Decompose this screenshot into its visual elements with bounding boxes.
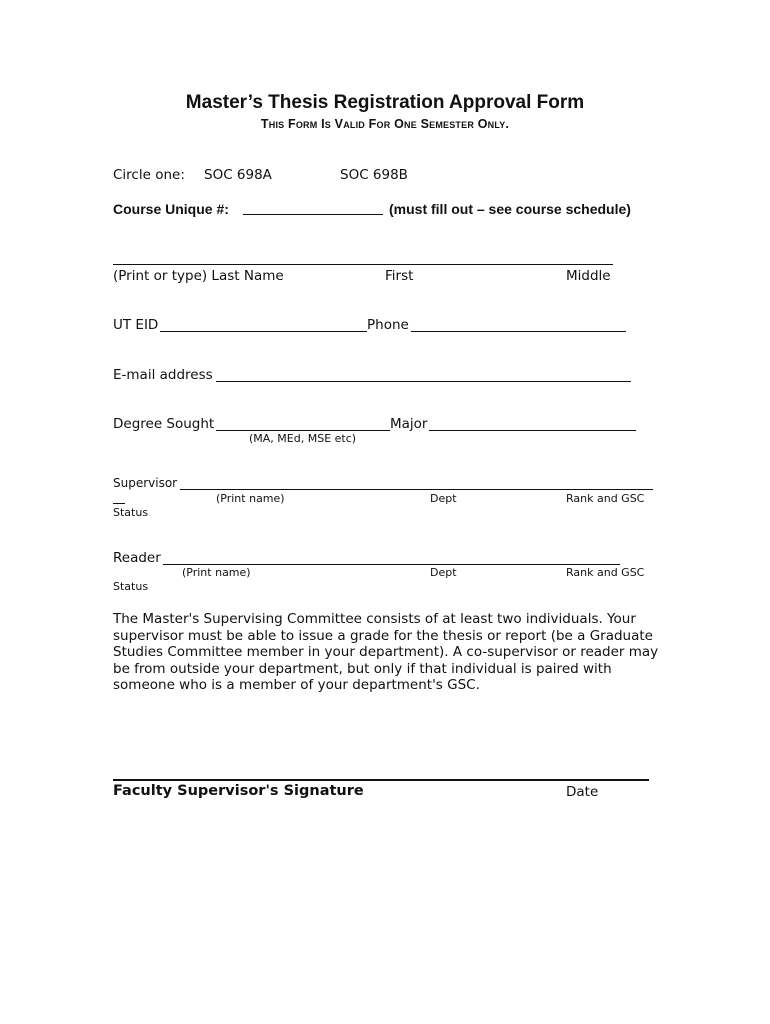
signature-field[interactable] (113, 779, 649, 781)
supervisor-field-wrap (113, 503, 125, 504)
degree-sought-label: Degree Sought (113, 416, 215, 432)
ut-eid-label: UT EID (113, 317, 159, 333)
form-subtitle: This Form Is Valid For One Semester Only. (260, 117, 510, 131)
course-unique-label: Course Unique #: (113, 201, 229, 217)
supervisor-rank-label: Rank and GSC (566, 492, 645, 505)
reader-print-name-label: (Print name) (182, 566, 251, 579)
reader-rank-label: Rank and GSC (566, 566, 645, 579)
middle-name-label: Middle (566, 268, 611, 284)
major-field[interactable] (429, 430, 636, 431)
option-soc-698a[interactable]: SOC 698A (204, 167, 272, 183)
supervisor-status-label: Status (113, 506, 149, 519)
supervisor-print-name-label: (Print name) (216, 492, 285, 505)
ut-eid-field[interactable] (160, 331, 367, 332)
reader-field[interactable] (163, 564, 620, 565)
email-field[interactable] (216, 381, 631, 382)
reader-status-label: Status (113, 580, 149, 593)
committee-paragraph: The Master's Supervising Committee consists of at least two individuals. Your supervisor must be able to issue a grade for the thesis or report (be a Graduate Studies Committee member in your department). A co-supervisor or reader may be from outside your department, but only if that individual is paired with someone who is a member of your department's GSC. (113, 611, 659, 693)
reader-label: Reader (113, 550, 161, 566)
supervisor-dept-label: Dept (430, 492, 457, 505)
form-title: Master’s Thesis Registration Approval Form (185, 92, 585, 113)
first-name-label: First (385, 268, 414, 284)
signature-label: Faculty Supervisor's Signature (113, 783, 364, 799)
supervisor-label: Supervisor (113, 476, 178, 490)
supervisor-field[interactable] (180, 489, 653, 490)
circle-one-label: Circle one: (113, 167, 185, 183)
phone-field[interactable] (411, 331, 626, 332)
course-unique-note: (must fill out – see course schedule) (389, 201, 631, 217)
name-field[interactable] (113, 264, 613, 265)
course-unique-field[interactable] (243, 214, 383, 215)
email-label: E-mail address (113, 367, 213, 383)
phone-label: Phone (367, 317, 409, 333)
date-label: Date (566, 784, 599, 800)
degree-sought-field[interactable] (216, 430, 390, 431)
reader-dept-label: Dept (430, 566, 457, 579)
major-label: Major (390, 416, 428, 432)
option-soc-698b[interactable]: SOC 698B (340, 167, 408, 183)
degree-hint: (MA, MEd, MSE etc) (249, 432, 357, 445)
last-name-label: (Print or type) Last Name (113, 268, 284, 284)
